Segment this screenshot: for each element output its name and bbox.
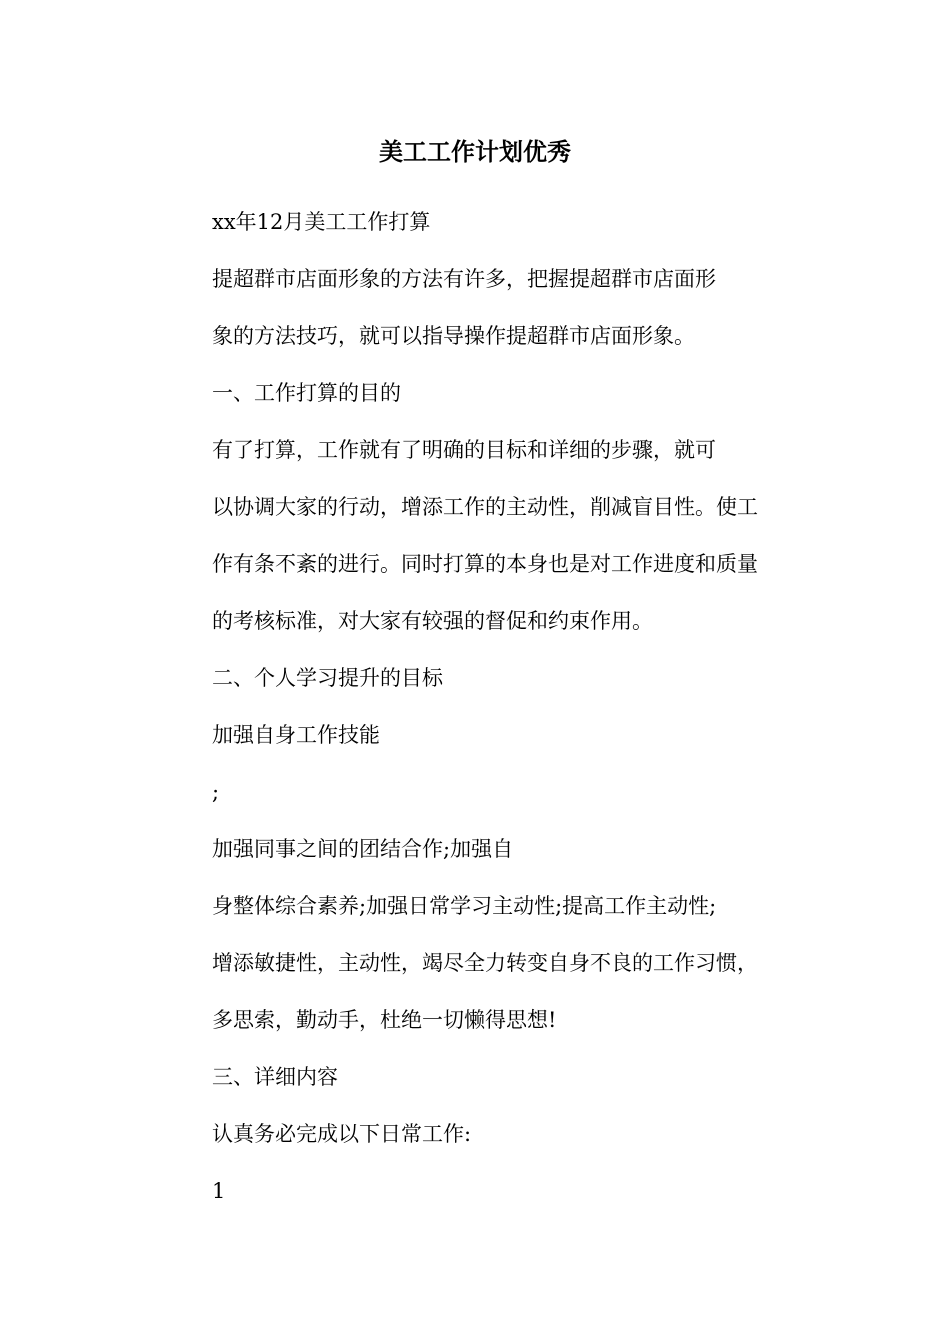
document-title: 美工工作计划优秀 <box>379 137 571 166</box>
text-line-3: 象的方法技巧，就可以指导操作提超群市店面形象。 <box>212 324 695 348</box>
text-line-6: 以协调大家的行动，增添工作的主动性，削减盲目性。使工 <box>212 495 758 519</box>
section-heading-3: 三、详细内容 <box>212 1065 338 1089</box>
text-line-1: xx年12月美工工作打算 <box>212 210 431 234</box>
text-line-15: 多思索，勤动手，杜绝一切懒得思想! <box>212 1008 557 1032</box>
text-line-11: ; <box>212 780 220 804</box>
text-line-2: 提超群市店面形象的方法有许多，把握提超群市店面形 <box>212 267 716 291</box>
text-line-5: 有了打算，工作就有了明确的目标和详细的步骤，就可 <box>212 438 716 462</box>
text-line-8: 的考核标准，对大家有较强的督促和约束作用。 <box>212 609 653 633</box>
text-line-10: 加强自身工作技能 <box>212 723 380 747</box>
list-number: 1 <box>212 1179 226 1203</box>
text-line-17: 认真务必完成以下日常工作: <box>212 1122 472 1146</box>
section-heading-1: 一、工作打算的目的 <box>212 381 401 405</box>
section-heading-2: 二、个人学习提升的目标 <box>212 666 443 690</box>
text-line-12: 加强同事之间的团结合作;加强自 <box>212 837 514 861</box>
text-line-7: 作有条不紊的进行。同时打算的本身也是对工作进度和质量 <box>212 552 758 576</box>
text-line-13: 身整体综合素养;加强日常学习主动性;提高工作主动性; <box>212 894 717 918</box>
text-line-14: 增添敏捷性，主动性，竭尽全力转变自身不良的工作习惯， <box>212 951 758 975</box>
